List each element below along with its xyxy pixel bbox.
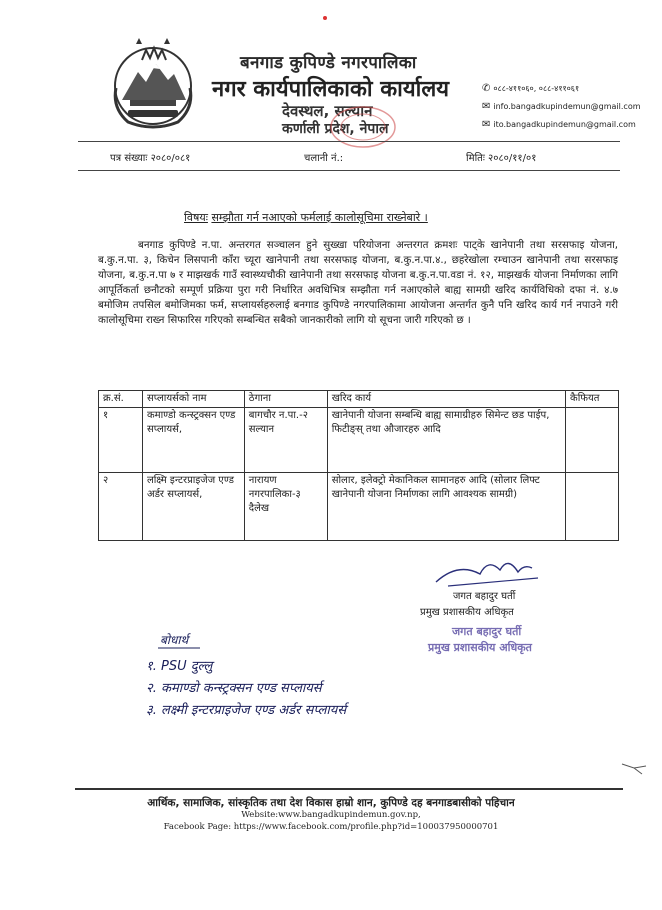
contact-email-info <box>482 101 641 112</box>
body-paragraph: बनगाड कुपिण्डे न.पा. अन्तरगत सञ्चालन हुने सुख्खा परियोजना अन्तरगत क्रमशः पाट्के खानेपानी तथा सरसफाइ योजना, ब.कु.न.पा. ३, किचेन लिसपानी काँरा च्यूरा खानेपानी तथा सरसफाइ योजना, ब.कु.न.पा.४., छहरेखोला रम्चाउन खानेपानी तथा सरसफाइ योजना, ब.कु.न.पा ७ र माझखर्क गाउँ स्वास्थ्यचौकी खानेपानी तथा सरसफाइ योजना ब.कु.न.पा.वडा नं. १२, माझखर्क योजना निर्माणका लागि आपूर्तिकर्ता छनौटको सम्पूर्ण प्रक्रिया पुरा गरी निर्धारित अवधिभित्र सम्झौता गर्न नआएकोले बाह्य सामग्री खरिद कार्यविधिको दफा नं. ४.७ बमोजिम तपसिल बमोजिमका फर्म, सप्लायर्सहरुलाई बनगाड कुपिण्डे नगरपालिकामा आयोजना अन्तर्गत कुनै पनि खरिद कार्य गर्न नपाउने गरी कालोसूचिमा राख्न सिफारिस गरिएको सम्बन्धित सबैको जानकारीको लागि यो सूचना जारी गरिएको छ । <box>98 240 618 326</box>
official-stamp <box>418 622 568 658</box>
cell-work: सोलार, इलेक्ट्रो मेकानिकल सामानहरु आदि (सोलार लिफ्ट खानेपानी योजना निर्माणका लागि आवश्यक सामग्री) <box>327 473 565 541</box>
cc-line-3: ३. लक्ष्मी इन्टरप्राइजेज एण्ड अर्डर सप्लायर्स <box>146 703 347 718</box>
meta-divider <box>78 170 620 171</box>
mail-icon: ✉ <box>482 119 491 130</box>
header-address: ठेगाना <box>244 391 327 408</box>
nepal-emblem-icon <box>108 38 198 130</box>
cc-heading: बोधार्थ <box>160 633 189 647</box>
subject-label: विषयः <box>184 211 208 224</box>
email-ito: ito.bangadkupindemun@gmail.com <box>493 120 636 129</box>
address-line-1: देवस्थल, सल्यान <box>282 102 373 120</box>
header-sn: क्र.सं. <box>99 391 143 408</box>
footer-slogan: आर्थिक, सामाजिक, सांस्कृतिक तथा देश विकास हाम्रो शान, कुपिण्डे दह बनगाडबासीको पहिचान <box>147 797 515 809</box>
cc-line-2: २. कमाण्डो कन्स्ट्रक्सन एण्ड सप्लायर्स <box>146 681 322 696</box>
pen-tick-icon <box>620 760 650 776</box>
header-divider <box>78 141 620 142</box>
subject-text: सम्झौता गर्न नआएको फर्मलाई कालोसूचिमा राख्नेबारे । <box>211 211 428 224</box>
cell-sn: १ <box>99 408 143 473</box>
table-header-row <box>99 391 619 408</box>
phone-numbers: ०८८-४११०६०, ०८८-४११०६१ <box>493 84 580 93</box>
office-name: नगर कार्यपालिकाको कार्यालय <box>212 77 449 102</box>
letter-date: मितिः २०८०/११/०१ <box>466 153 537 164</box>
signer-name: जगत बहादुर घर्ती <box>453 591 516 602</box>
address-line-2: कर्णाली प्रदेश, नेपाल <box>282 121 389 137</box>
mail-icon: ✉ <box>482 101 491 112</box>
contact-phone <box>482 83 579 94</box>
header-procurement-work: खरिद कार्य <box>327 391 565 408</box>
cell-address: नारायण नगरपालिका-३ दैलेख <box>244 473 327 541</box>
email-info: info.bangadkupindemun@gmail.com <box>493 102 641 111</box>
blacklist-table <box>98 390 619 541</box>
cell-remarks <box>566 408 619 473</box>
handwritten-cc-list <box>140 628 440 724</box>
signature-scribble-icon <box>428 552 548 592</box>
stamp-title: प्रमुख प्रशासकीय अधिकृत <box>428 641 532 654</box>
footer-divider <box>75 788 623 790</box>
red-office-seal-icon <box>328 104 398 150</box>
header-supplier-name: सप्लायर्सको नाम <box>142 391 244 408</box>
header-remarks: कैफियत <box>566 391 619 408</box>
signer-title: प्रमुख प्रशासकीय अधिकृत <box>420 607 514 618</box>
reference-number: पत्र संख्याः २०८०/०८१ <box>110 153 191 164</box>
red-dot-mark <box>323 16 327 20</box>
municipality-name: बनगाड कुपिण्डे नगरपालिका <box>240 53 417 73</box>
contact-email-ito <box>482 119 636 130</box>
cell-address: बागचौर न.पा.-२ सल्यान <box>244 408 327 473</box>
cell-remarks <box>566 473 619 541</box>
phone-icon: ✆ <box>482 83 491 94</box>
cell-work: खानेपानी योजना सम्बन्धि बाह्य सामाग्रीहरु सिमेन्ट छड पाईप, फिटीङ्स् तथा औजारहरु आदि <box>327 408 565 473</box>
cell-supplier-name: कमाण्डो कन्स्ट्रक्सन एण्ड सप्लायर्स, <box>142 408 244 473</box>
footer-website: Website:www.bangadkupindemun.gov.np, <box>241 810 421 820</box>
dispatch-number: चलानी नं.: <box>304 153 344 164</box>
subject-line <box>184 210 428 225</box>
table-row <box>99 408 619 473</box>
cell-supplier-name: लक्ष्मि इन्टरप्राइजेज एण्ड अर्डर सप्लायर्स, <box>142 473 244 541</box>
cell-sn: २ <box>99 473 143 541</box>
table-row <box>99 473 619 541</box>
stamp-name: जगत बहादुर घर्ती <box>452 625 522 638</box>
cc-line-1: १. PSU दुल्लु <box>146 659 213 674</box>
footer-facebook: Facebook Page: https://www.facebook.com/profile.php?id=100037950000701 <box>163 822 499 832</box>
